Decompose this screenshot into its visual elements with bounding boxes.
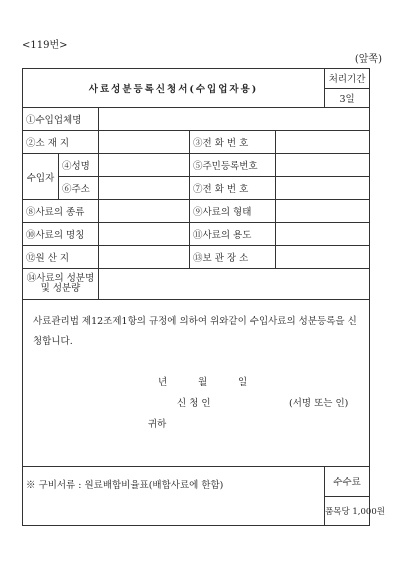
date-day: 일 xyxy=(238,377,248,388)
resident-number-label: ⑤주민등록번호 xyxy=(190,154,276,177)
feed-name-label: ⑩사료의 명칭 xyxy=(23,223,99,246)
feed-form-field[interactable] xyxy=(276,200,370,223)
phone-field[interactable] xyxy=(276,131,370,154)
phone2-label: ⑦전 화 번 호 xyxy=(190,177,276,200)
address-field[interactable] xyxy=(99,131,190,154)
feed-form-label: ⑨사료의 형태 xyxy=(190,200,276,223)
feed-type-field[interactable] xyxy=(99,200,190,223)
residence-label: ⑥주소 xyxy=(59,177,99,200)
signature-block xyxy=(33,352,359,442)
composition-label: ⑭사료의 성분명 및 성분량 xyxy=(23,269,99,300)
fee-value: 품목당 1,000원 xyxy=(325,496,370,526)
address-label: ②소 재 지 xyxy=(23,131,99,154)
fee-label: 수수료 xyxy=(325,467,370,497)
origin-label: ⑫원 산 지 xyxy=(23,246,99,269)
storage-field[interactable] xyxy=(276,246,370,269)
application-form xyxy=(22,68,385,526)
form-number: <119번> xyxy=(22,40,68,51)
processing-period-value: 3일 xyxy=(325,88,370,108)
importer-name-label: ①수입업체명 xyxy=(23,108,99,131)
attachments-note: ※ 구비서류 : 원료배합비율표(배합사료에 한함) xyxy=(23,467,325,526)
signature-label: (서명 또는 인) xyxy=(289,398,349,409)
origin-field[interactable] xyxy=(99,246,190,269)
feed-type-label: ⑧사료의 종류 xyxy=(23,200,99,223)
resident-number-field[interactable] xyxy=(276,154,370,177)
storage-label: ⑬보 관 장 소 xyxy=(190,246,276,269)
importer-name-field[interactable] xyxy=(99,108,370,131)
application-statement: 사료관리법 제12조제1항의 규정에 의하여 위와같이 수입사료의 성분등록을 신청합니다. xyxy=(33,316,357,347)
feed-name-field[interactable] xyxy=(99,223,190,246)
residence-field[interactable] xyxy=(99,177,190,200)
addressee: 귀하 xyxy=(148,419,167,430)
name-label: ④성명 xyxy=(59,154,99,177)
applicant-label: 신 청 인 xyxy=(177,398,211,409)
page-side-label: (앞쪽) xyxy=(354,54,382,65)
importer-label: 수입자 xyxy=(23,154,59,200)
phone2-field[interactable] xyxy=(276,177,370,200)
name-field[interactable] xyxy=(99,154,190,177)
processing-period-label: 처리기간 xyxy=(325,69,370,89)
feed-use-field[interactable] xyxy=(276,223,370,246)
composition-field[interactable] xyxy=(99,269,370,300)
form-title: 사료성분등록신청서(수입업자용) xyxy=(23,69,325,108)
date-year: 년 xyxy=(158,377,168,388)
feed-use-label: ⑪사료의 용도 xyxy=(190,223,276,246)
phone-label: ③전 화 번 호 xyxy=(190,131,276,154)
date-month: 월 xyxy=(198,377,208,388)
